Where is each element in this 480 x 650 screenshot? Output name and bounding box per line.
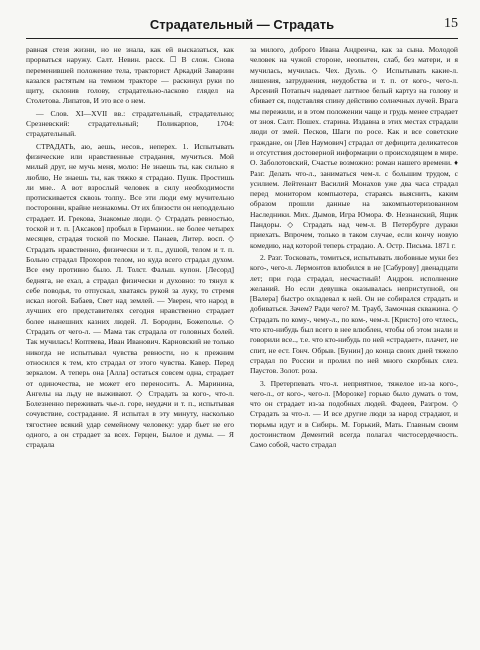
running-head: Страдательный — Страдать [149, 17, 335, 32]
sense-2: 2. Разг. Тосковать, томиться, испытывать любовные муки без кого-, чего-л. Лермонтов влюбился в не [Сабурову] двенадцати лет; при года страдал, несчастный! Андрон. исполнение желаний. Но если девушка оказывалась неприступной, он [Валера] быстро охладевал к ней. Он не собирался страдать и добиваться. Зачем? Ради чего? М. Трауб, Замочная скважина. ◇ Страдать по кому-, чему-л., по ком-, чем-л. [Кристо] ото чтлесь, что кто-нибудь был всего в нее влюблен, чтобы об этом знали и говорили все.., т.е. что кто-нибудь по ней «страдает», плачет, не спит, не ест. Гонч. Обрыв. [Бунин] до конца своих дней тяжело страдал по России и пролил по ней много скорбных слез. Паустов. Золот. роза. [250, 252, 458, 376]
paragraph: равная стезя жизни, но не знала, как ей высказаться, как прорваться наружу. Салт. Невин. расск. ☐ В слож. Снова переменившей положение тела, тракторист Аркадий Заварзин казался растятым на темном тракторе — раскинул руки по щиту, склонив голову, страдательно-ласково глядел на Столетова. Липатов, И это все о нем. [26, 45, 234, 106]
page-header [26, 14, 458, 39]
right-column [250, 45, 458, 645]
paragraph: за милого, доброго Ивана Андреича, как за сына. Молодой человек на чужой стороне, неопытен, слаб, без матери, и я мучилась, мучилась. Чех. Дуэль. ◇ Испытывать какие-л. лишения, затруднения, неудобства и т. п. от кого-, чего-л. Арсений Потапыч надевает латтное белый картуз на голову и сбивает ся, подставляя спину действию солнечных лучей. Врага мы пережили, и в этом положении чаще и грудь менее страдает от зноя. Салт. Пошех. старина. Издавна в этих местах страдали люди от змей. Песков, Шаги по росе. Как и все советские граждане, он [Лев Наумович] страдал от дефицита деликатесов и отсутствия достоверной информации о происходящем в мире. О. Заболотовский, Счастье возможно: роман нашего времени. ♦ Разг. Делать что-л., заниматься чем-л. с большим трудом, с усилием. Лейтенант Василий Монахов уже два часа страдал перед монитором компьютера, стараясь выяснить, каким образом прошли данные на закомпьютеризованном Наследники. Мих. Дымов, Игра Юмора. Ф. Незнанский, Ящик Пандоры. ◇ Страдать над чем-л. В Петербурге дураки приехать. Впрочем, только в таком случае, если кончу новую комедию, над которой теперь страдаю. А. Остр. Письма. 1871 г. [250, 45, 458, 250]
entry-stradat: СТРАДАТЬ, аю, аешь, несов., неперех. 1. Испытывать физические или нравственные страдания, мучиться. Мой милый друг, не мучь меня, молю: Не знаешь ты, как сильно я люблю, Не знаешь ты, как тяжко я страдаю. Пушк. Простишь ли мне.. А вот взрослый человек в силу необходимости протискивается сквозь толпу.. Все эти люди ему мучительно посторонни, крайне незнакомы. От их близости он неподдельно страдает. И. Грекова, Знакомые люди. ◇ Страдать ревностью, тоской и т. п. [Аксаков] пробыл в Германии.. не более четырех месяцев, страдая тоской по Москве. Панаев, Литер. восп. ◇ Страдать нравственно, физически и т. п., душой, телом и т. п. Больно страдал Прохоров телом, но куда всего страдал духом. Все ему противно было. Л. Толст. Фальш. купон. [Лесорд] бедняга, не ехал, а страдал физически и духовно: то тянул к себе поводья, то отпускал, хватаясь рукой за луку, то стремя искал ногой. Бабаев, Свет над землей. — Уверен, что народ в лучших его представителях сегодня нравственно страдает более нынешних казних людей. Л. Бородин, Божеполье. ◇ Страдать от чего-л. — Мама так страдала от головных болей. Так мучилась! Коптяева, Иван Иванович. Карновский не только никогда не испытывал чувства ревности, но к прежним относился к тем, кто страдал от этого чувства. Кавер. Перед зеркалом. А теперь она [Алла] остаться совсем одна, страдает от одиночества, не может его переносить. А. Маринина, Ангелы на льду не выживают. ◇ Страдать за кого-, что-л. Болезненно переживать чье-л. горе, неудачи и т. п., испытывая сочувствие, сострадание. Я испытал в эту минуту, насколько тягостнее всякий удар семейному человеку: удар бьет не его одного, а он страдает за всех. Герцен, Былое и думы. — Я страдала [26, 141, 234, 450]
text-columns [26, 45, 458, 645]
etymology-note: — Слов. XI—XVII вв.: страдательный, страдательно; Срезневский: страдательный; Поликарпов, 1704: страдательный. [26, 108, 234, 139]
left-column [26, 45, 234, 645]
sense-3: 3. Претерпевать что-л. неприятное, тяжелое из-за кого-, чего-л., от кого-, чего-л. [Морозке] горько было думать о том, что он страдает из-за подобных людей. Фадеев, Разгром. ◇ Страдать за что-л. — И все другие люди за народ страдают, и тюрьмы идут и в Сибирь. М. Горький, Мать. Главным своим достоинством Дементий всегда полагал чистосердечность. Само собой, часто страдал [250, 378, 458, 450]
page-number: 15 [444, 16, 458, 31]
